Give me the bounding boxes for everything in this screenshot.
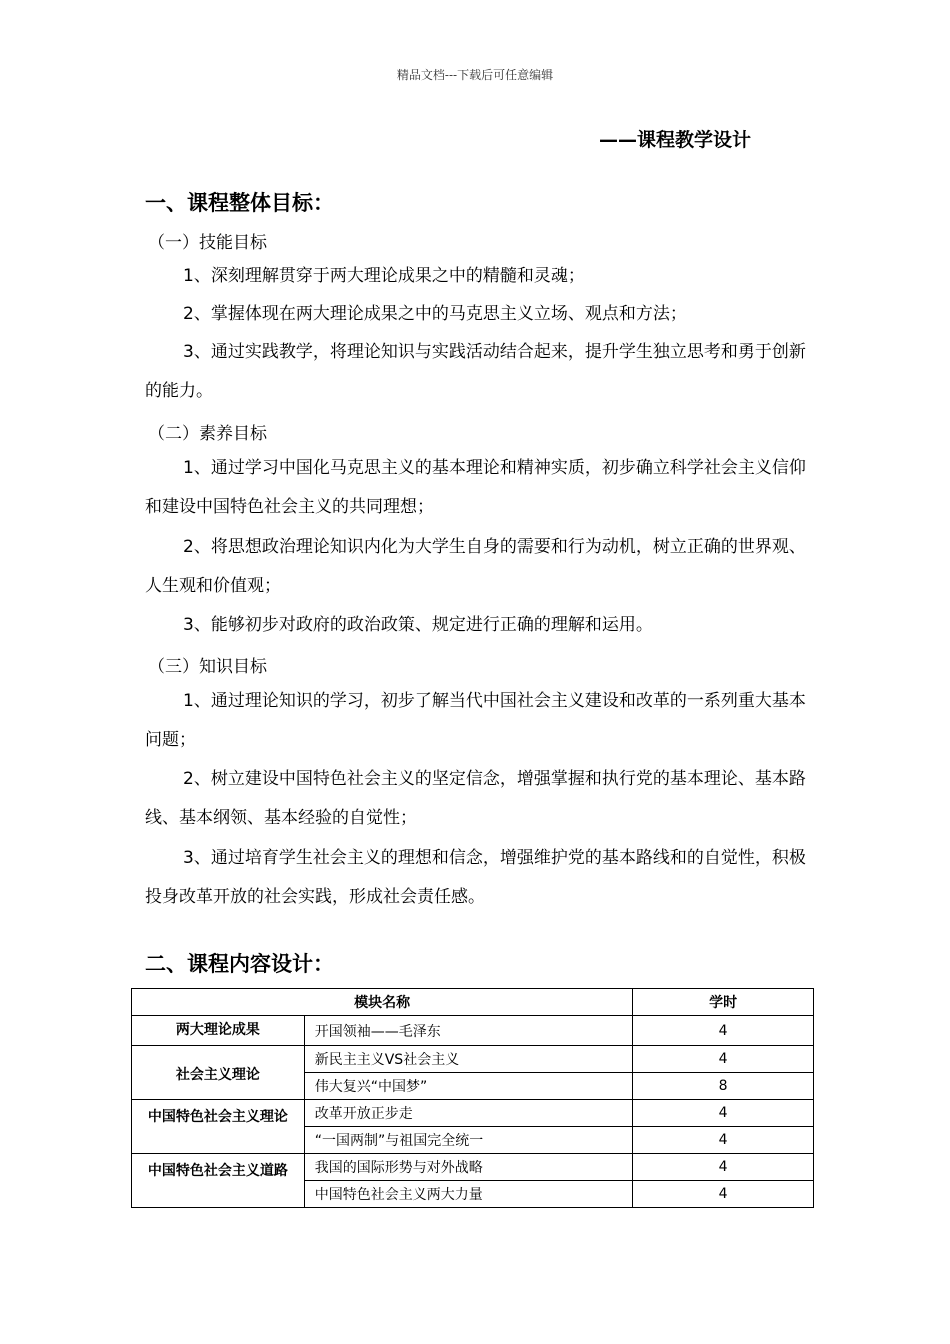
skills-heading: （一）技能目标 (148, 233, 267, 253)
hours-cell: 4 (633, 1127, 814, 1154)
topic-cell: “一国两制”与祖国完全统一 (304, 1127, 633, 1154)
skills-item-3: 3、通过实践教学，将理论知识与实践活动结合起来，提升学生独立思考和勇于创新的能力。 (145, 342, 806, 401)
watermark-text: 精品文档---下载后可任意编辑 (396, 68, 554, 82)
literacy-item-2: 2、将思想政治理论知识内化为大学生自身的需要和行为动机，树立正确的世界观、人生观和价值观； (145, 537, 806, 596)
module-name-cell (132, 1100, 305, 1154)
section-2-title: 二、课程内容设计： (145, 952, 334, 976)
section-1-title: 一、课程整体目标： (145, 191, 334, 215)
table-row (132, 1046, 814, 1073)
header-hours: 学时 (633, 989, 814, 1016)
topic-cell: 伟大复兴“中国梦” (304, 1073, 633, 1100)
module-name: 中国特色社会主义道路 (147, 1163, 288, 1179)
hours-cell: 4 (633, 1181, 814, 1208)
table-row (132, 1154, 814, 1181)
module-name-cell (132, 1154, 305, 1208)
hours-cell: 4 (633, 1100, 814, 1127)
literacy-item-1: 1、通过学习中国化马克思主义的基本理论和精神实质，初步确立科学社会主义信仰和建设中国特色社会主义的共同理想； (145, 458, 806, 517)
hours-cell: 4 (633, 1046, 814, 1073)
module-name: 两大理论成果 (132, 1016, 305, 1046)
hours-cell: 8 (633, 1073, 814, 1100)
module-name: 中国特色社会主义理论 (147, 1109, 288, 1125)
literacy-heading: （二）素养目标 (148, 424, 267, 444)
header-module: 模块名称 (132, 989, 633, 1016)
literacy-item-3: 3、能够初步对政府的政治政策、规定进行正确的理解和运用。 (183, 615, 653, 635)
knowledge-item-1: 1、通过理论知识的学习，初步了解当代中国社会主义建设和改革的一系列重大基本问题； (145, 691, 806, 750)
topic-cell: 新民主主义VS社会主义 (304, 1046, 633, 1073)
table-header-row (132, 989, 814, 1016)
document-subtitle: ——课程教学设计 (599, 129, 752, 151)
topic-cell: 中国特色社会主义两大力量 (304, 1181, 633, 1208)
topic-cell: 开国领袖——毛泽东 (304, 1016, 633, 1046)
knowledge-item-2: 2、树立建设中国特色社会主义的坚定信念，增强掌握和执行党的基本理论、基本路线、基本纲领、基本经验的自觉性； (145, 769, 806, 828)
table-row (132, 1100, 814, 1127)
course-content-table (131, 988, 814, 1208)
knowledge-item-3: 3、通过培育学生社会主义的理想和信念，增强维护党的基本路线和的自觉性，积极投身改革开放的社会实践，形成社会责任感。 (145, 848, 806, 907)
topic-cell: 改革开放正步走 (304, 1100, 633, 1127)
topic-cell: 我国的国际形势与对外战略 (304, 1154, 633, 1181)
skills-item-1: 1、深刻理解贯穿于两大理论成果之中的精髓和灵魂； (183, 266, 585, 286)
table-row (132, 1016, 814, 1046)
skills-item-2: 2、掌握体现在两大理论成果之中的马克思主义立场、观点和方法； (183, 304, 687, 324)
hours-cell: 4 (633, 1016, 814, 1046)
module-name: 社会主义理论 (132, 1046, 305, 1100)
hours-cell: 4 (633, 1154, 814, 1181)
knowledge-heading: （三）知识目标 (148, 657, 267, 677)
